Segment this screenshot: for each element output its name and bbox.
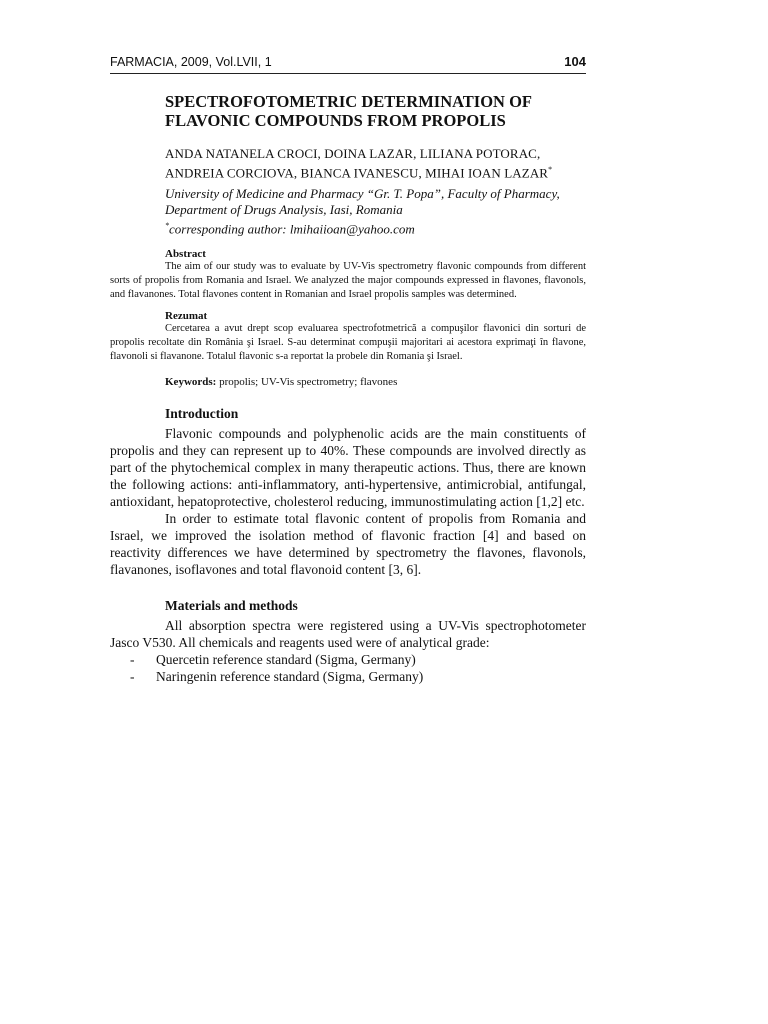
materials-heading: Materials and methods bbox=[165, 597, 298, 613]
running-header bbox=[110, 54, 586, 74]
page-number: 104 bbox=[564, 54, 586, 69]
rezumat-heading: Rezumat bbox=[165, 309, 208, 322]
author-line-2: ANDREIA CORCIOVA, BIANCA IVANESCU, MIHAI IOAN LAZAR* bbox=[165, 165, 553, 181]
abstract-heading: Abstract bbox=[165, 247, 206, 260]
introduction-heading: Introduction bbox=[165, 405, 239, 421]
materials-paragraph: All absorption spectra were registered using a UV-Vis spectrophotometer Jasco V530. All chemicals and reagents used were of analytical grade: bbox=[110, 617, 586, 650]
rezumat-text: Cercetarea a avut drept scop evaluarea spectrofotmetrică a compuşilor flavonici din sorturi de propolis recoltate din România şi Israel. S-au determinat compuşii majoritari ai acestora exprimaţi în flavone, flavonoli si flavanone. Totalul flavonic s-a reportat la probele din Romania şi Israel. bbox=[110, 322, 586, 362]
affiliation bbox=[165, 186, 586, 237]
author-list bbox=[165, 146, 586, 181]
journal-citation: FARMACIA, 2009, Vol.LVII, 1 bbox=[110, 55, 272, 69]
corresponding-author: *corresponding author: lmihaiioan@yahoo.com bbox=[165, 221, 415, 237]
keywords-label: Keywords: bbox=[165, 375, 217, 388]
introduction-paragraph-1: Flavonic compounds and polyphenolic acids are the main constituents of propolis and they can represent up to 40%. These compounds are involved directly as part of the phytochemical complex in many therapeutic actions. Thus, there are known the following actions: anti-inflammatory, anti-hypertensive, antimicrobial, antifungal, antioxidant, hepatoprotective, cholesterol reducing, immunostimulating action [1,2] etc. bbox=[110, 425, 586, 509]
corresponding-asterisk: * bbox=[548, 165, 553, 174]
keywords-text: propolis; UV-Vis spectrometry; flavones bbox=[219, 375, 398, 388]
list-item: - Quercetin reference standard (Sigma, Germany) bbox=[130, 651, 416, 667]
article-body bbox=[110, 92, 586, 685]
article-title: SPECTROFOTOMETRIC DETERMINATION OF FLAVONIC COMPOUNDS FROM PROPOLIS bbox=[165, 92, 532, 130]
list-item: - Naringenin reference standard (Sigma, Germany) bbox=[130, 668, 424, 684]
affiliation-text: University of Medicine and Pharmacy “Gr. T. Popa”, Faculty of Pharmacy, Department of Drugs Analysis, Iasi, Romania bbox=[165, 186, 560, 218]
abstract-text: The aim of our study was to evaluate by UV-Vis spectrometry flavonic compounds from different sorts of propolis from Romania and Israel. We analyzed the major compounds expressed in flavones, flavonols, and flavanones. Total flavones content in Romanian and Israel propolis samples was determined. bbox=[110, 260, 586, 300]
materials-list bbox=[110, 651, 586, 685]
introduction-paragraph-2: In order to estimate total flavonic content of propolis from Romania and Israel, we improved the isolation method of flavonic fraction [4] and based on reactivity differences we have determined by spectrometry the flavones, flavonols, flavanones, isoflavones and total flavonoid content [3, 6]. bbox=[110, 510, 586, 577]
author-line-1: ANDA NATANELA CROCI, DOINA LAZAR, LILIANA POTORAC, bbox=[165, 146, 541, 161]
keywords bbox=[165, 376, 586, 388]
